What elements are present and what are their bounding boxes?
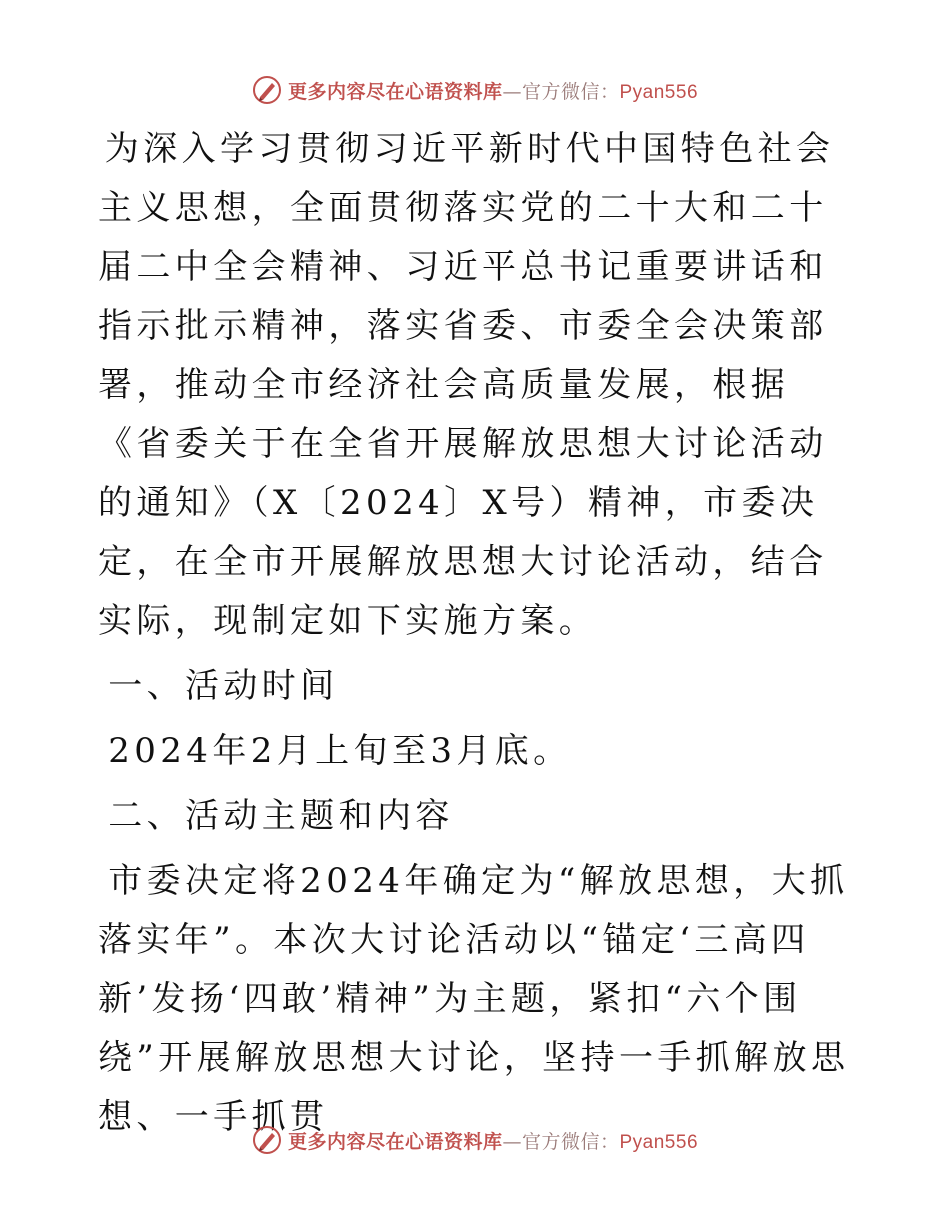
watermark-footer [0,1122,950,1158]
document-body [98,120,858,1147]
pen-logo-icon [252,75,282,105]
section-heading-theme-content: 二、活动主题和内容 [108,796,454,836]
watermark-separator: —官方微信： [502,1130,620,1153]
watermark-wechat-id: Pyan556 [619,81,699,103]
pen-logo-icon [252,1125,282,1155]
watermark-header [0,72,950,108]
watermark-text [288,1127,698,1154]
activity-time-text: 2024年2月上旬至3月底。 [108,731,572,771]
watermark-separator: —官方微信： [502,80,620,103]
watermark-text [288,77,698,104]
theme-content-paragraph: 市委决定将2024年确定为“解放思想，大抓落实年”。本次大讨论活动以“锚定‘三高四新’发扬‘四敢’精神”为主题，紧扣“六个围绕”开展解放思想大讨论，坚持一手抓解放思想、一手抓贯 [98,861,850,1137]
watermark-main: 更多内容尽在心语资料库 [287,1130,503,1153]
section-heading-activity-time: 一、活动时间 [108,666,339,706]
watermark-main: 更多内容尽在心语资料库 [287,80,503,103]
watermark-wechat-id: Pyan556 [619,1131,699,1153]
intro-paragraph: 为深入学习贯彻习近平新时代中国特色社会主义思想，全面贯彻落实党的二十大和二十届二中全会精神、习近平总书记重要讲话和指示批示精神，落实省委、市委全会决策部署，推动全市经济社会高质量发展，根据《省委关于在全省开展解放思想大讨论活动的通知》（X〔2024〕X号）精神，市委决定，在全市开展解放思想大讨论活动，结合实际，现制定如下实施方案。 [98,129,835,641]
